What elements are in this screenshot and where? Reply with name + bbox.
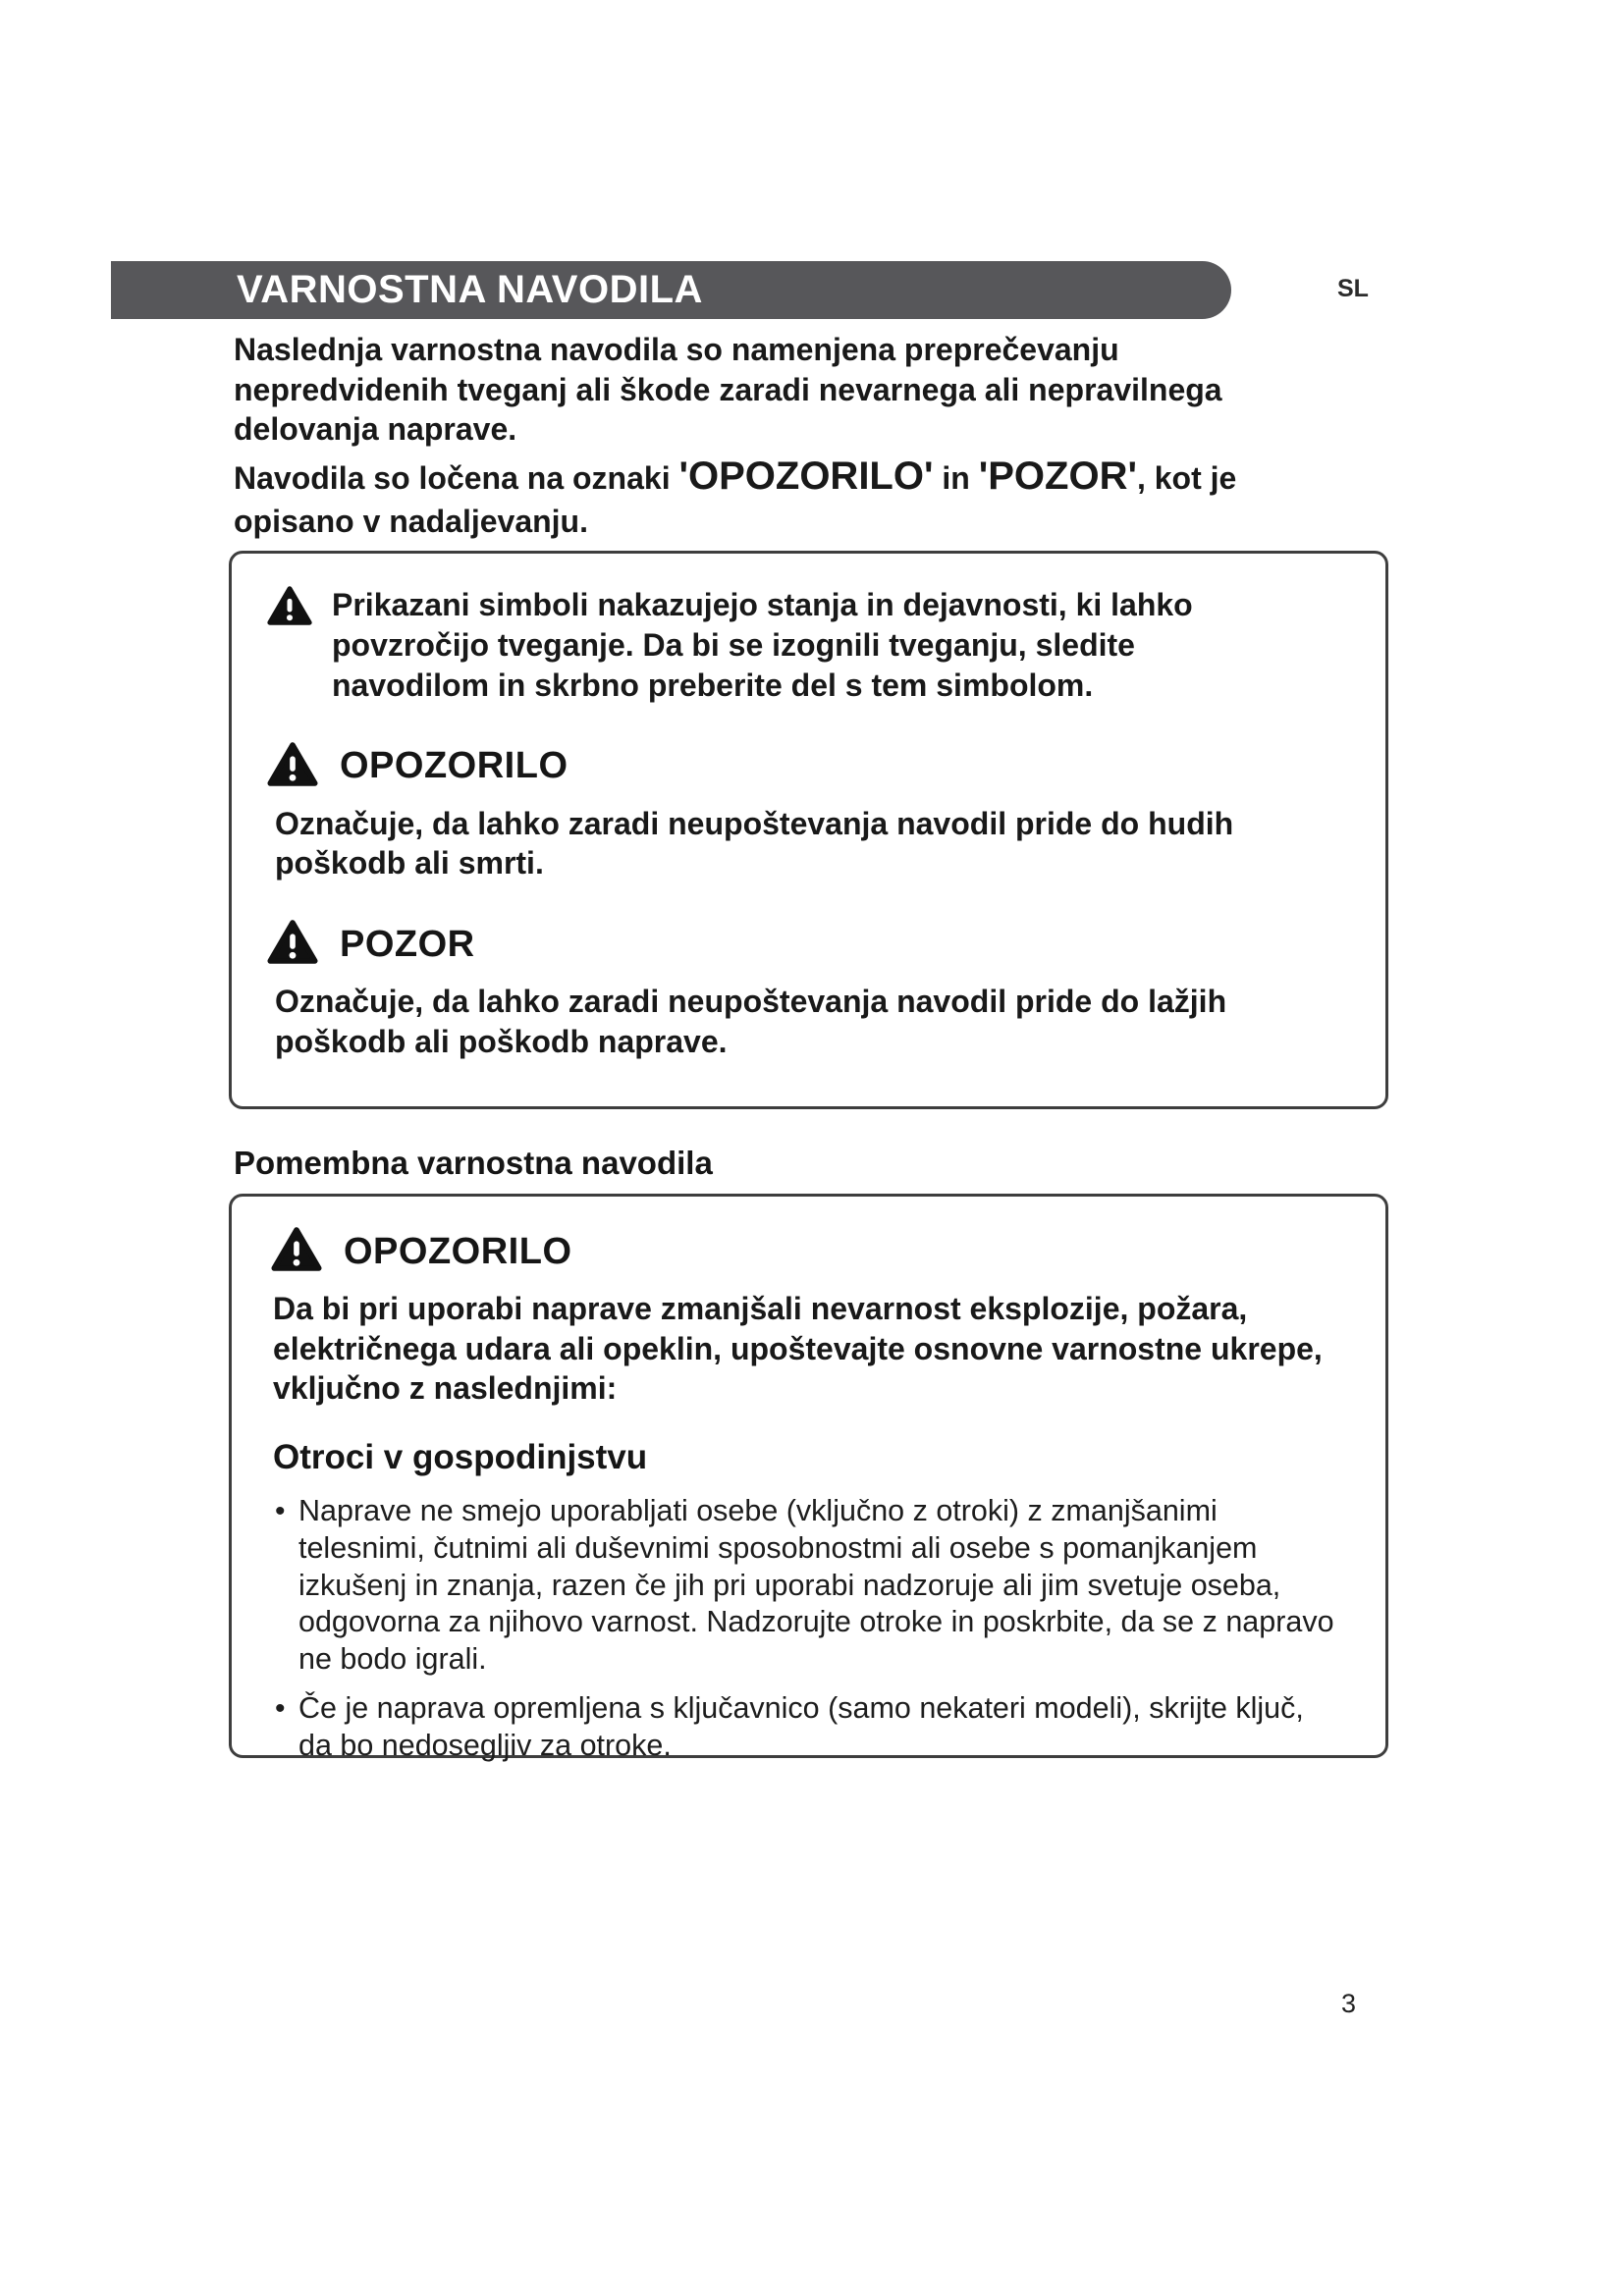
warning-heading-row	[267, 741, 1346, 792]
caution-label-quote: 'POZOR'	[978, 454, 1137, 498]
symbols-intro-text: Prikazani simboli nakazujejo stanja in dejavnosti, ki lahko povzročijo tveganje. Da bi se izognili tveganju, sledite navodilom in skrbno preberite del s tem simbolom.	[332, 587, 1193, 703]
warning-description: Označuje, da lahko zaradi neupoštevanja navodil pride do hudih poškodb ali smrti.	[275, 805, 1234, 881]
language-code-label: SL	[1337, 275, 1369, 302]
warning-intro-text: Da bi pri uporabi naprave zmanjšali nevarnost eksplozije, požara, električnega udara ali opeklin, upoštevajte osnovne varnostne ukrepe, vključno z naslednjimi:	[273, 1291, 1323, 1407]
warning-heading: OPOZORILO	[340, 745, 568, 787]
caution-heading-row	[267, 919, 1346, 970]
intro-paragraph: Naslednja varnostna navodila so namenjena preprečevanju nepredvidenih tveganj ali škode zaradi nevarnega ali nepravilnega delovanja naprave.	[234, 332, 1222, 448]
intro-text-block	[234, 330, 1328, 541]
symbols-intro-row	[267, 585, 1346, 706]
important-safety-box	[229, 1194, 1388, 1762]
list-item: • Če je naprava opremljena s ključavnico (samo nekateri modeli), skrijte ključ, da bo nedosegljiv za otroke.	[273, 1690, 1343, 1765]
page-title: VARNOSTNA NAVODILA	[237, 268, 703, 311]
important-safety-heading: Pomembna varnostna navodila	[234, 1145, 713, 1181]
labels-explainer-suffix: , kot je opisano v nadaljevanju.	[234, 459, 1237, 539]
labels-explainer-paragraph	[234, 452, 1328, 541]
section-header-bar	[111, 261, 1231, 319]
caution-description: Označuje, da lahko zaradi neupoštevanja navodil pride do lažjih poškodb ali poškodb naprave.	[275, 984, 1227, 1059]
warning-heading: OPOZORILO	[344, 1230, 572, 1272]
page-number: 3	[1341, 1989, 1357, 2018]
labels-explainer-mid: in	[933, 459, 979, 496]
warning-triangle-icon	[267, 919, 318, 970]
warning-triangle-icon	[267, 585, 312, 631]
safety-bullet-list	[273, 1493, 1343, 1765]
symbol-definitions-box	[229, 551, 1388, 1109]
warning-heading-row	[271, 1226, 1346, 1277]
list-item: • Naprave ne smejo uporabljati osebe (vključno z otroki) z zmanjšanimi telesnimi, čutnimi ali duševnimi sposobnostmi ali osebe s pomanjkanjem izkušenj in znanja, razen če jih pri uporabi nadzoruje ali jim svetuje oseba, odgovorna za njihovo varnost. Nadzorujte otroke in poskrbite, da se z napravo ne bodo igrali.	[273, 1493, 1343, 1679]
warning-label-quote: 'OPOZORILO'	[678, 454, 934, 498]
labels-explainer-prefix: Navodila so ločena na oznaki	[234, 459, 679, 496]
children-subheading: Otroci v gospodinjstvu	[273, 1437, 648, 1476]
warning-triangle-icon	[271, 1226, 322, 1277]
warning-triangle-icon	[267, 741, 318, 792]
caution-heading: POZOR	[340, 923, 475, 965]
